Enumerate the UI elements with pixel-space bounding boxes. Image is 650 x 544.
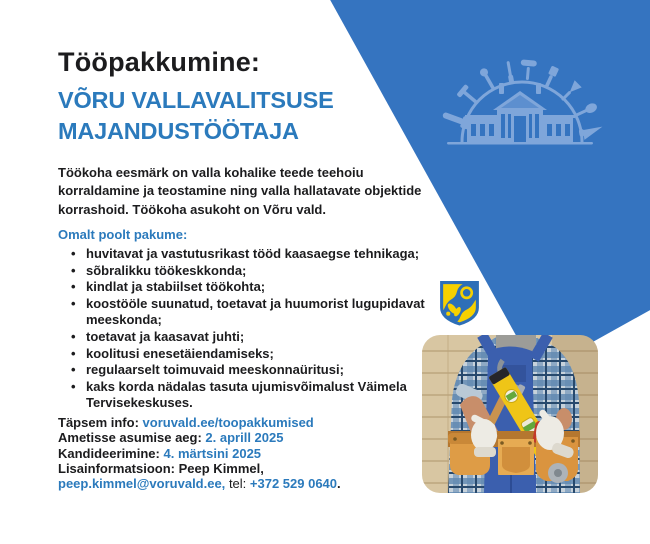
paint-roller-icon — [519, 59, 537, 80]
job-title — [58, 85, 334, 146]
offer-item: • koolitusi enesetäiendamiseks; — [58, 346, 425, 363]
start-date-line — [58, 430, 341, 445]
chainsaw-icon — [441, 109, 471, 130]
email-phone-line — [58, 476, 341, 491]
offer-item: • kindlat ja stabiilset töökohta; — [58, 279, 425, 296]
intro-line: Töökoha eesmärk on valla kohalike teede teehoiu — [58, 165, 364, 180]
deadline-value: 4. märtsini 2025 — [163, 445, 262, 461]
contact-email-link[interactable]: peep.kimmel@voruvald.ee, — [58, 476, 226, 492]
offer-item: • sõbralikku töökeskkonda; — [58, 263, 425, 280]
jobs-page-link[interactable]: voruvald.ee/toopakkumised — [142, 415, 314, 430]
sentence-period: . — [337, 476, 341, 492]
offer-heading: Omalt poolt pakume: — [58, 227, 188, 242]
offer-list — [58, 246, 425, 412]
screwdriver-icon — [505, 61, 514, 85]
coat-of-arms — [439, 280, 480, 327]
wrench-icon — [479, 67, 498, 92]
start-date-label: Ametisse asumise aeg: — [58, 430, 202, 446]
offer-item: • koostööle suunatud, toetavat ja huumorist lugupidavat meeskonda; — [58, 296, 425, 329]
job-title-line1: VÕRU VALLAVALITSUSE — [58, 87, 334, 113]
job-offer-kicker: Tööpakkumine: — [58, 47, 261, 77]
info-line — [58, 415, 341, 430]
contact-person-line: Lisainformatsioon: Peep Kimmel, — [58, 460, 264, 476]
deadline-line — [58, 446, 341, 461]
intro-paragraph — [58, 164, 421, 219]
phone-number[interactable]: +372 529 0640 — [249, 476, 338, 492]
hammer-icon — [456, 84, 482, 109]
offer-item: • huvitavat ja vastutusrikast tööd kaasaegse tehnikaga; — [58, 246, 425, 263]
trowel-icon — [558, 80, 581, 103]
job-title-line2: MAJANDUSTÖÖTAJA — [58, 117, 299, 144]
offer-item: • regulaarselt toimuvaid meeskonnaüritusi; — [58, 362, 425, 379]
tel-label: tel: — [228, 476, 247, 492]
info-label: Täpsem info: — [58, 415, 139, 430]
deadline-label: Kandideerimine: — [58, 445, 160, 461]
start-date-value: 2. aprill 2025 — [205, 430, 284, 446]
intro-line: korrashoid. Töökoha asukoht on Võru vald. — [58, 201, 326, 217]
title-block — [58, 46, 334, 146]
contact-info — [58, 415, 341, 491]
offer-section — [58, 226, 425, 412]
worker-photo — [422, 335, 598, 493]
offer-item: • toetavat ja kaasavat juhti; — [58, 329, 425, 346]
house-tools-illustration — [437, 56, 603, 152]
intro-line: korraldamine ja teostamine ning valla hallatavate objektide — [58, 183, 422, 199]
offer-item: • kaks korda nädalas tasuta ujumisvõimalust Väimela Tervisekeskuses. — [58, 379, 425, 412]
